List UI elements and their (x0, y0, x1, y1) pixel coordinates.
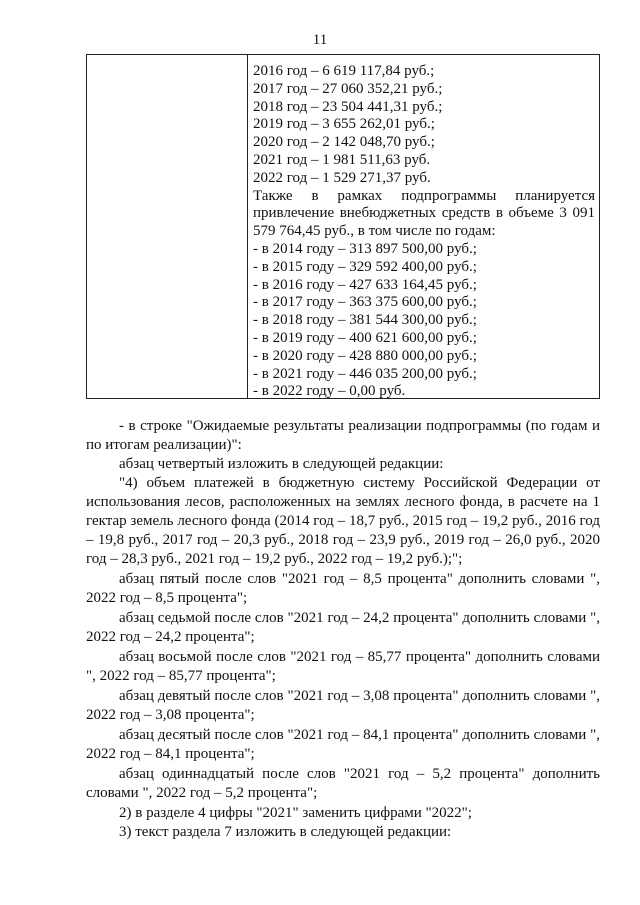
extrabudget-line: - в 2014 году – 313 897 500,00 руб.; (253, 240, 477, 257)
paragraph: абзац десятый после слов "2021 год – 84,1 процента" дополнить словами ", 2022 год – 84,1 процента"; (86, 727, 600, 762)
paragraph: абзац одиннадцатый после слов "2021 год – 5,2 процента" дополнить словами ", 2022 год – 5,2 процента"; (86, 766, 600, 801)
year-line: 2016 год – 6 619 117,84 руб.; (253, 63, 435, 79)
year-line: 2021 год – 1 981 511,63 руб. (253, 151, 431, 168)
page-number: 11 (312, 32, 328, 48)
extrabudget-line: - в 2019 году – 400 621 600,00 руб.; (253, 329, 477, 346)
paragraph: 3) текст раздела 7 изложить в следующей редакции: (119, 824, 452, 840)
extrabudget-line: - в 2022 году – 0,00 руб. (253, 383, 406, 400)
document-body (86, 417, 600, 842)
paragraph: - в строке "Ожидаемые результаты реализации подпрограммы (по годам и по итогам реализации)": (86, 418, 600, 453)
paragraph: абзац четвертый изложить в следующей редакции: (119, 456, 444, 472)
paragraph: "4) объем платежей в бюджетную систему Российской Федерации от использования лесов, расположенных на землях лесного фонда, в расчете на 1 гектар земель лесного фонда (2014 год – 18,7 руб., 2015 год – 19,2 руб., 2016 год – 19,8 руб., 2017 год – 20,3 руб., 2018 год – 23,9 руб., 2019 год – 26,0 руб., 2020 год – 28,3 руб., 2021 год – 19,2 руб., 2022 год – 19,2 руб.);"; (86, 475, 600, 567)
funding-cell (253, 63, 595, 401)
paragraph: абзац пятый после слов "2021 год – 8,5 процента" дополнить словами ", 2022 год – 8,5 процента"; (86, 571, 600, 606)
extrabudget-line: - в 2015 году – 329 592 400,00 руб.; (253, 258, 477, 275)
extrabudget-line: - в 2016 году – 427 633 164,45 руб.; (253, 276, 477, 293)
extrabudget-line: - в 2020 году – 428 880 000,00 руб.; (253, 347, 477, 364)
year-line: 2018 год – 23 504 441,31 руб.; (253, 98, 443, 115)
paragraph: абзац седьмой после слов "2021 год – 24,2 процента" дополнить словами ", 2022 год – 24,2 процента"; (86, 610, 600, 645)
extrabudget-line: - в 2021 году – 446 035 200,00 руб.; (253, 365, 477, 382)
extrabudget-line: - в 2018 году – 381 544 300,00 руб.; (253, 312, 477, 329)
year-line: 2020 год – 2 142 048,70 руб.; (253, 134, 435, 151)
extrabudget-text: Также в рамках подпрограммы планируется привлечение внебюджетных средств в объеме 3 091 579 764,45 руб., в том числе по годам: (253, 187, 595, 240)
table-column-divider (247, 55, 248, 398)
year-line: 2022 год – 1 529 271,37 руб. (253, 169, 431, 186)
year-line: 2017 год – 27 060 352,21 руб.; (253, 80, 443, 97)
extrabudget-line: - в 2017 году – 363 375 600,00 руб.; (253, 294, 477, 311)
year-line: 2019 год – 3 655 262,01 руб.; (253, 116, 435, 133)
funding-table (86, 54, 600, 399)
paragraph: абзац девятый после слов "2021 год – 3,08 процента" дополнить словами ", 2022 год – 3,08 процента"; (86, 688, 600, 723)
paragraph: 2) в разделе 4 цифры "2021" заменить цифрами "2022"; (119, 805, 472, 821)
paragraph: абзац восьмой после слов "2021 год – 85,77 процента" дополнить словами ", 2022 год – 85,77 процента"; (86, 649, 600, 684)
